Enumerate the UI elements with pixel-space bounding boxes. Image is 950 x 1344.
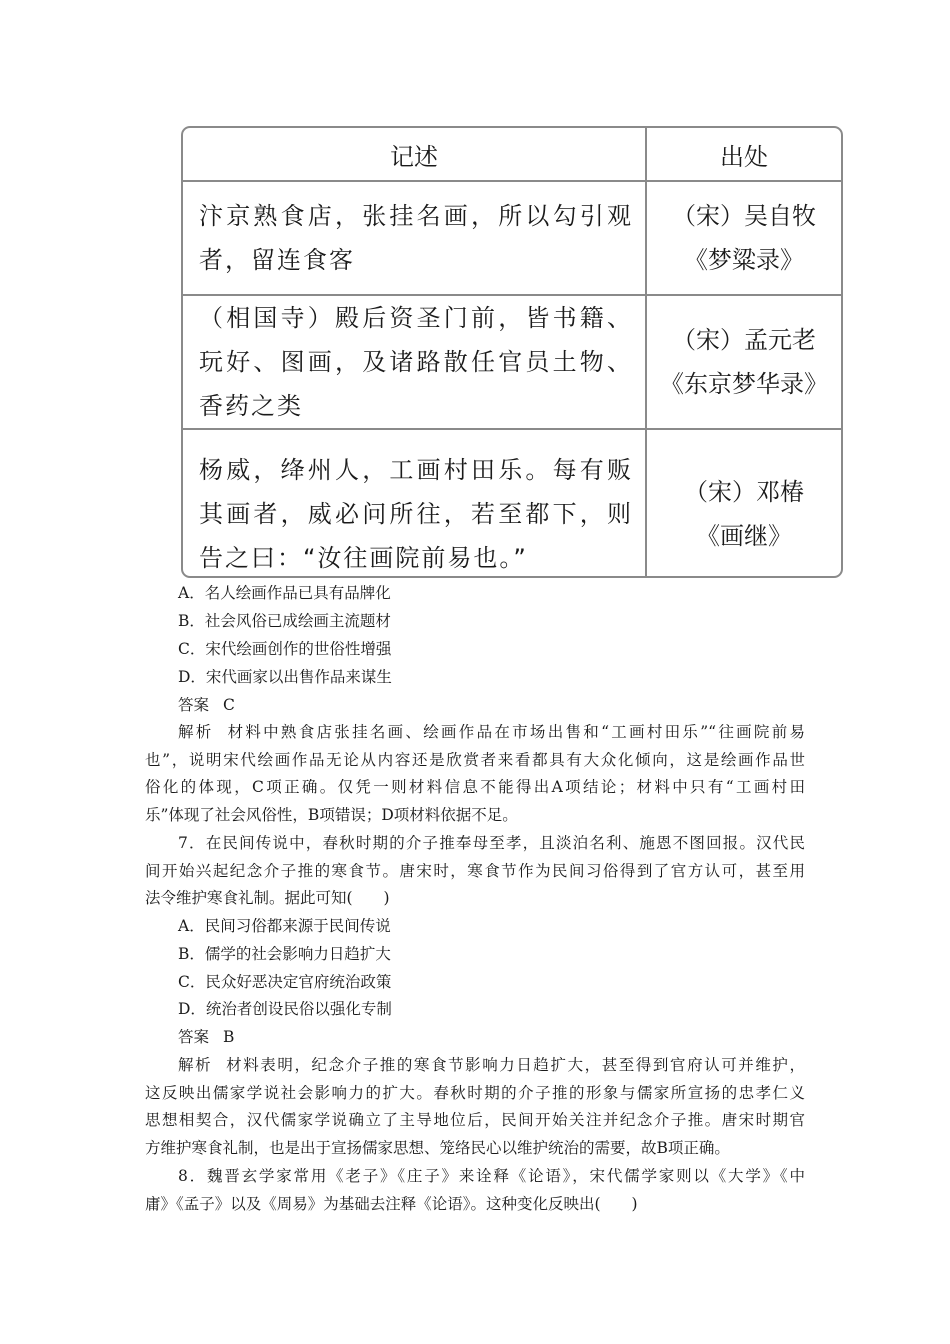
- q7-answer: [178, 1027, 234, 1047]
- sources-table: [181, 126, 843, 578]
- source-book: 《画继》: [696, 521, 792, 550]
- source-book: 《东京梦华录》: [660, 370, 828, 398]
- q6-analysis-line: 解析 材料中熟食店张挂名画、绘画作品在市场出售和“工画村田乐”“往画院前易: [178, 723, 805, 741]
- q7-analysis-line: 这反映出儒家学说社会影响力的扩大。春秋时期的介子推的形象与儒家所宣扬的忠孝仁义: [145, 1084, 805, 1102]
- q7-option-b: B．儒学的社会影响力日趋扩大: [178, 945, 391, 963]
- table-row: [183, 181, 841, 295]
- q7-analysis-line: 解析 材料表明，纪念介子推的寒食节影响力日趋扩大，甚至得到官府认可并维护，: [178, 1056, 805, 1074]
- record-cell: 杨威，绛州人，工画村田乐。每有贩其画者，威必问所往，若至都下，则告之曰：“汝往画院前易也。”: [183, 429, 646, 578]
- q6-answer: [178, 695, 235, 715]
- q6-analysis-line: 也”，说明宋代绘画作品无论从内容还是欣赏者来看都具有大众化倾向，这是绘画作品世: [145, 751, 805, 769]
- answer-value: B: [223, 1028, 235, 1046]
- source-author: （宋）邓椿: [684, 477, 804, 506]
- q7-option-a: A．民间习俗都来源于民间传说: [178, 917, 391, 935]
- q7-option-d: D．统治者创设民俗以强化专制: [178, 1000, 392, 1018]
- header-source: 出处: [646, 128, 841, 181]
- table-row: [183, 429, 841, 578]
- q7-stem-line: 7．在民间传说中，春秋时期的介子推奉母至孝，且淡泊名利、施恩不图回报。汉代民: [178, 834, 805, 852]
- q6-option-a: A．名人绘画作品已具有品牌化: [178, 584, 391, 602]
- header-record: 记述: [183, 128, 646, 181]
- answer-label: 答案: [178, 1028, 210, 1046]
- source-cell: [646, 429, 841, 578]
- q6-option-d: D．宋代画家以出售作品来谋生: [178, 668, 392, 686]
- q7-stem-line: 间开始兴起纪念介子推的寒食节。唐宋时，寒食节作为民间习俗得到了官方认可，甚至用: [145, 862, 805, 880]
- source-cell: [646, 181, 841, 295]
- analysis-label: 解析: [178, 723, 214, 741]
- source-cell: [646, 295, 841, 429]
- q7-option-c: C．民众好恶决定官府统治政策: [178, 973, 392, 991]
- record-cell: 汴京熟食店，张挂名画，所以勾引观者，留连食客: [183, 181, 646, 295]
- q8-stem-line: 庸》《孟子》以及《周易》为基础去注释《论语》。这种变化反映出( ): [145, 1195, 638, 1213]
- table-row: [183, 295, 841, 429]
- q7-stem-line: 法令维护寒食礼制。据此可知( ): [145, 889, 390, 907]
- source-author: （宋）孟元老: [672, 326, 816, 354]
- answer-label: 答案: [178, 696, 210, 714]
- q7-analysis-line: 方维护寒食礼制，也是出于宣扬儒家思想、笼络民心以维护统治的需要，故B项正确。: [145, 1139, 730, 1157]
- q6-option-b: B．社会风俗已成绘画主流题材: [178, 612, 391, 630]
- source-book: 《梦粱录》: [684, 246, 804, 274]
- analysis-label: 解析: [178, 1056, 213, 1074]
- q7-analysis-line: 思想相契合，汉代儒家学说确立了主导地位后，民间开始关注并纪念介子推。唐宋时期官: [145, 1111, 805, 1129]
- source-author: （宋）吴自牧: [672, 202, 816, 230]
- record-cell: （相国寺）殿后资圣门前，皆书籍、玩好、图画，及诸路散任官员土物、香药之类: [183, 295, 646, 429]
- answer-value: C: [223, 696, 235, 714]
- q6-analysis-line: 乐”体现了社会风俗性，B项错误；D项材料依据不足。: [145, 806, 518, 824]
- q6-analysis-line: 俗化的体现，C项正确。仅凭一则材料信息不能得出A项结论；材料中只有“工画村田: [145, 778, 805, 796]
- q8-stem-line: 8．魏晋玄学家常用《老子》《庄子》来诠释《论语》，宋代儒学家则以《大学》《中: [178, 1167, 805, 1185]
- q6-option-c: C．宋代绘画创作的世俗性增强: [178, 640, 392, 658]
